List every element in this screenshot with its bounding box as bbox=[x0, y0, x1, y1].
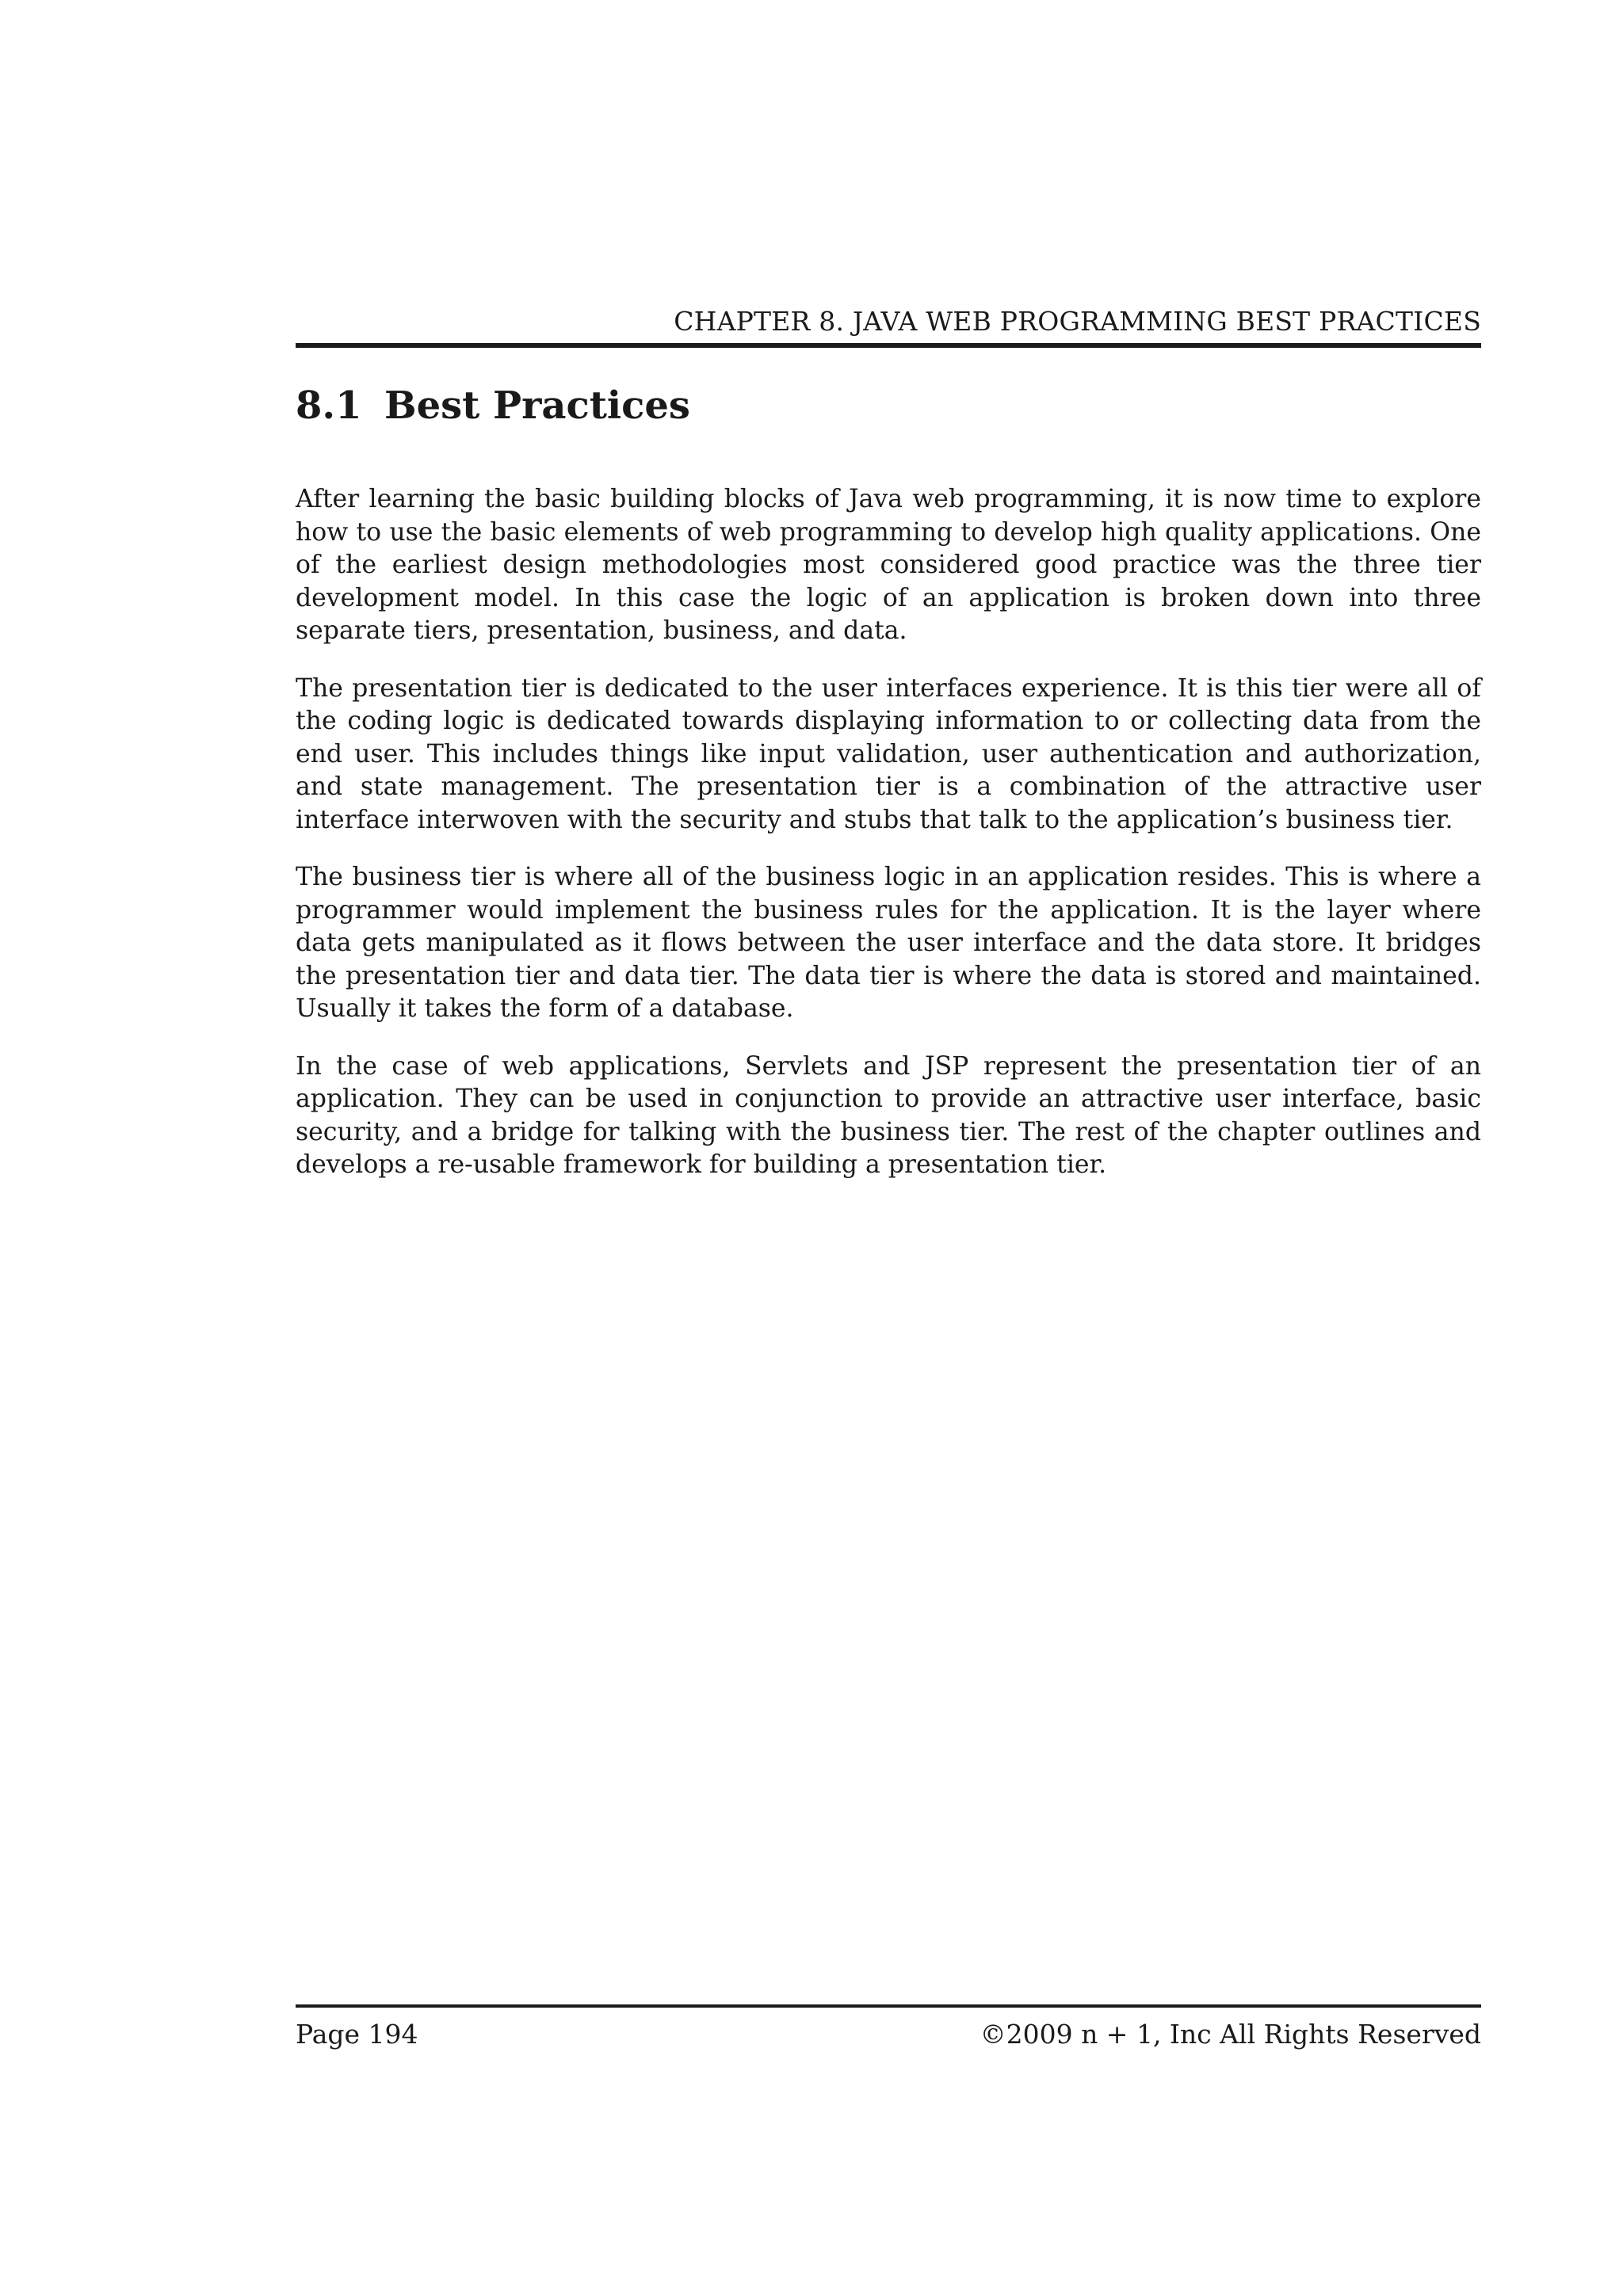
body-text bbox=[296, 483, 1481, 1207]
copyright-text: 2009 n + 1, Inc All Rights Reserved bbox=[1006, 2019, 1481, 2050]
copyright-notice bbox=[980, 2019, 1481, 2050]
section-number: 8.1 bbox=[296, 383, 362, 428]
paragraph: In the case of web applications, Servlets and JSP represent the presentation tier of an application. They can be used in conjunction to provide an attractive user interface, basic security, and a bridge for talking with the business tier. The rest of the chapter outlines and develops a re-usable framework for building a presentation tier. bbox=[296, 1051, 1481, 1179]
paragraph: After learning the basic building blocks of Java web programming, it is now time to explore how to use the basic elements of web programming to develop high quality applications. One of the earliest design methodologies most considered good practice was the three tier development model. In this case the logic of an application is broken down into three separate tiers, presentation, business, and data. bbox=[296, 485, 1481, 645]
header-rule bbox=[296, 343, 1481, 348]
page-number: Page 194 bbox=[296, 2019, 418, 2050]
copyright-symbol: © bbox=[980, 2019, 1006, 2050]
section-heading bbox=[296, 383, 690, 428]
footer-rule bbox=[296, 2004, 1481, 2008]
document-page bbox=[296, 0, 1481, 2296]
paragraph: The presentation tier is dedicated to the user interfaces experience. It is this tier were all of the coding logic is dedicated towards displaying information to or collecting data from the end user. This includes things like input validation, user authentication and authorization, and state management. The presentation tier is a combination of the attractive user interface interwoven with the security and stubs that talk to the application’s business tier. bbox=[296, 673, 1481, 834]
paragraph: The business tier is where all of the business logic in an application resides. This is where a programmer would implement the business rules for the application. It is the layer where data gets manipulated as it flows between the user interface and the data store. It bridges the presentation tier and data tier. The data tier is where the data is stored and maintained. Usually it takes the form of a database. bbox=[296, 863, 1481, 1023]
running-header: CHAPTER 8. JAVA WEB PROGRAMMING BEST PRACTICES bbox=[674, 306, 1481, 337]
section-title: Best Practices bbox=[384, 383, 690, 428]
